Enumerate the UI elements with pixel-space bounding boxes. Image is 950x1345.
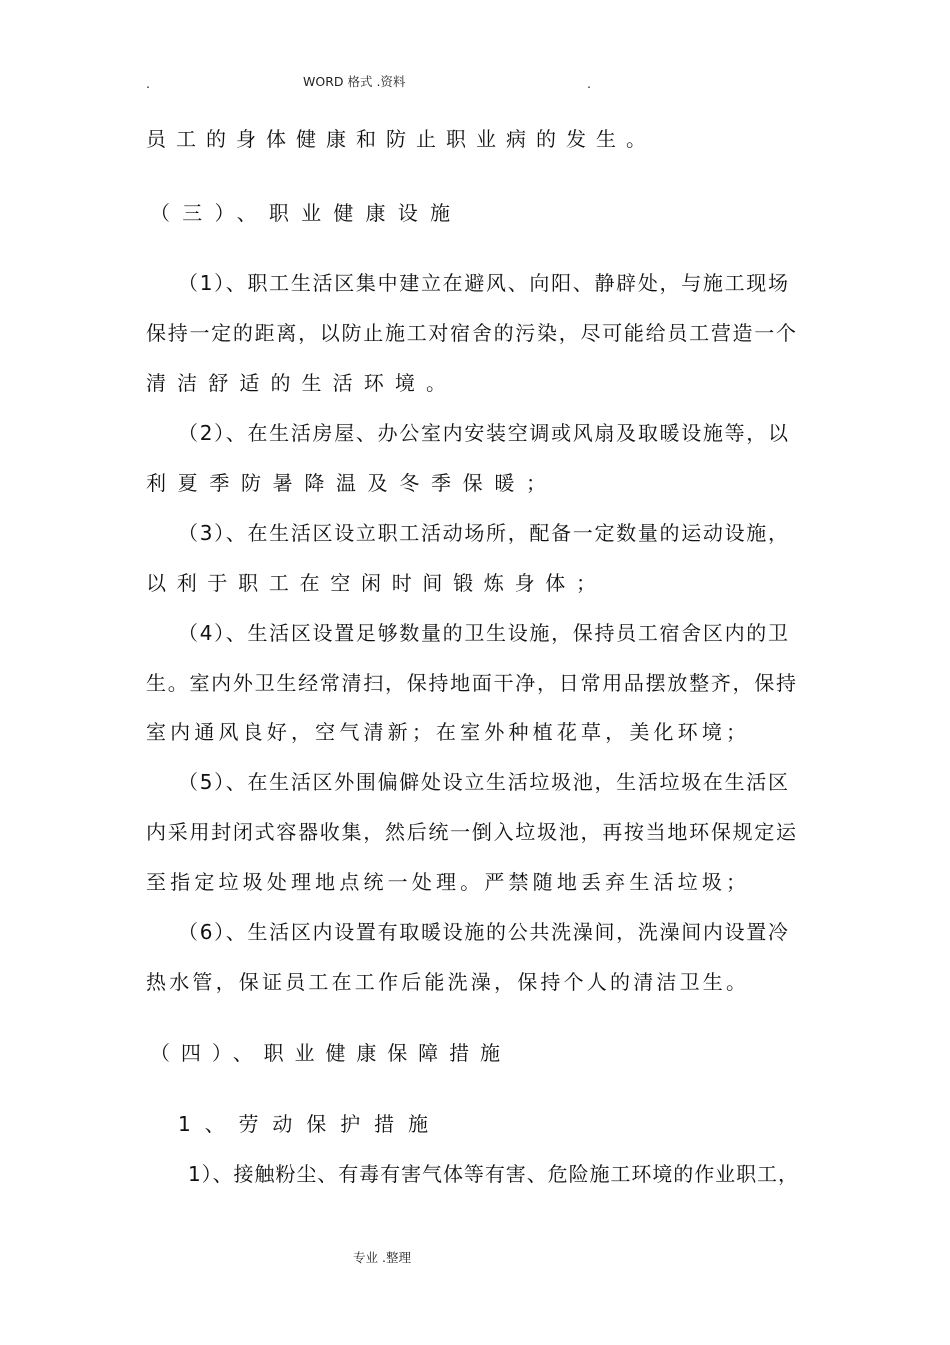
body-line: 保持一定的距离，以防止施工对宿舍的污染，尽可能给员工营造一个 — [146, 321, 796, 345]
body-line: （2）、在生活房屋、办公室内安装空调或风扇及取暖设施等，以 — [178, 421, 788, 445]
body-line: 清洁舒适的生活环境。 — [146, 371, 446, 395]
body-line: （3）、在生活区设立职工活动场所，配备一定数量的运动设施， — [178, 521, 788, 545]
body-line: （1）、职工生活区集中建立在避风、向阳、静辟处，与施工现场 — [178, 271, 788, 295]
body-line: （4）、生活区设置足够数量的卫生设施，保持员工宿舍区内的卫 — [178, 621, 788, 645]
footer-text: 专业 .整理 — [353, 1250, 411, 1265]
subsection-heading: 1、劳动保护措施 — [178, 1112, 428, 1136]
section-heading-3: （三）、职业健康设施 — [150, 201, 450, 225]
body-line: 至指定垃圾处理地点统一处理。严禁随地丢弃生活垃圾； — [146, 870, 746, 894]
body-line: （6）、生活区内设置有取暖设施的公共洗澡间，洗澡间内设置冷 — [178, 920, 788, 944]
header-title: WORD 格式 .资料 — [303, 74, 406, 89]
section-heading-4: （四）、职业健康保障措施 — [150, 1041, 500, 1065]
body-line: 以利于职工在空闲时间锻炼身体； — [146, 571, 596, 595]
body-line: 内采用封闭式容器收集，然后统一倒入垃圾池，再按当地环保规定运 — [146, 820, 796, 844]
body-line: 热水管，保证员工在工作后能洗澡，保持个人的清洁卫生。 — [146, 970, 746, 994]
body-line: 员工的身体健康和防止职业病的发生。 — [146, 127, 646, 151]
body-line: 1）、接触粉尘、有毒有害气体等有害、危险施工环境的作业职工， — [188, 1162, 798, 1186]
body-line: 室内通风良好，空气清新；在室外种植花草，美化环境； — [146, 720, 746, 744]
body-line: 利夏季防暑降温及冬季保暖； — [146, 471, 546, 495]
header-dot-right: . — [587, 76, 591, 91]
body-line: 生。室内外卫生经常清扫，保持地面干净，日常用品摆放整齐，保持 — [146, 671, 796, 695]
body-line: （5）、在生活区外围偏僻处设立生活垃圾池，生活垃圾在生活区 — [178, 770, 788, 794]
header-dot-left: . — [146, 76, 150, 91]
